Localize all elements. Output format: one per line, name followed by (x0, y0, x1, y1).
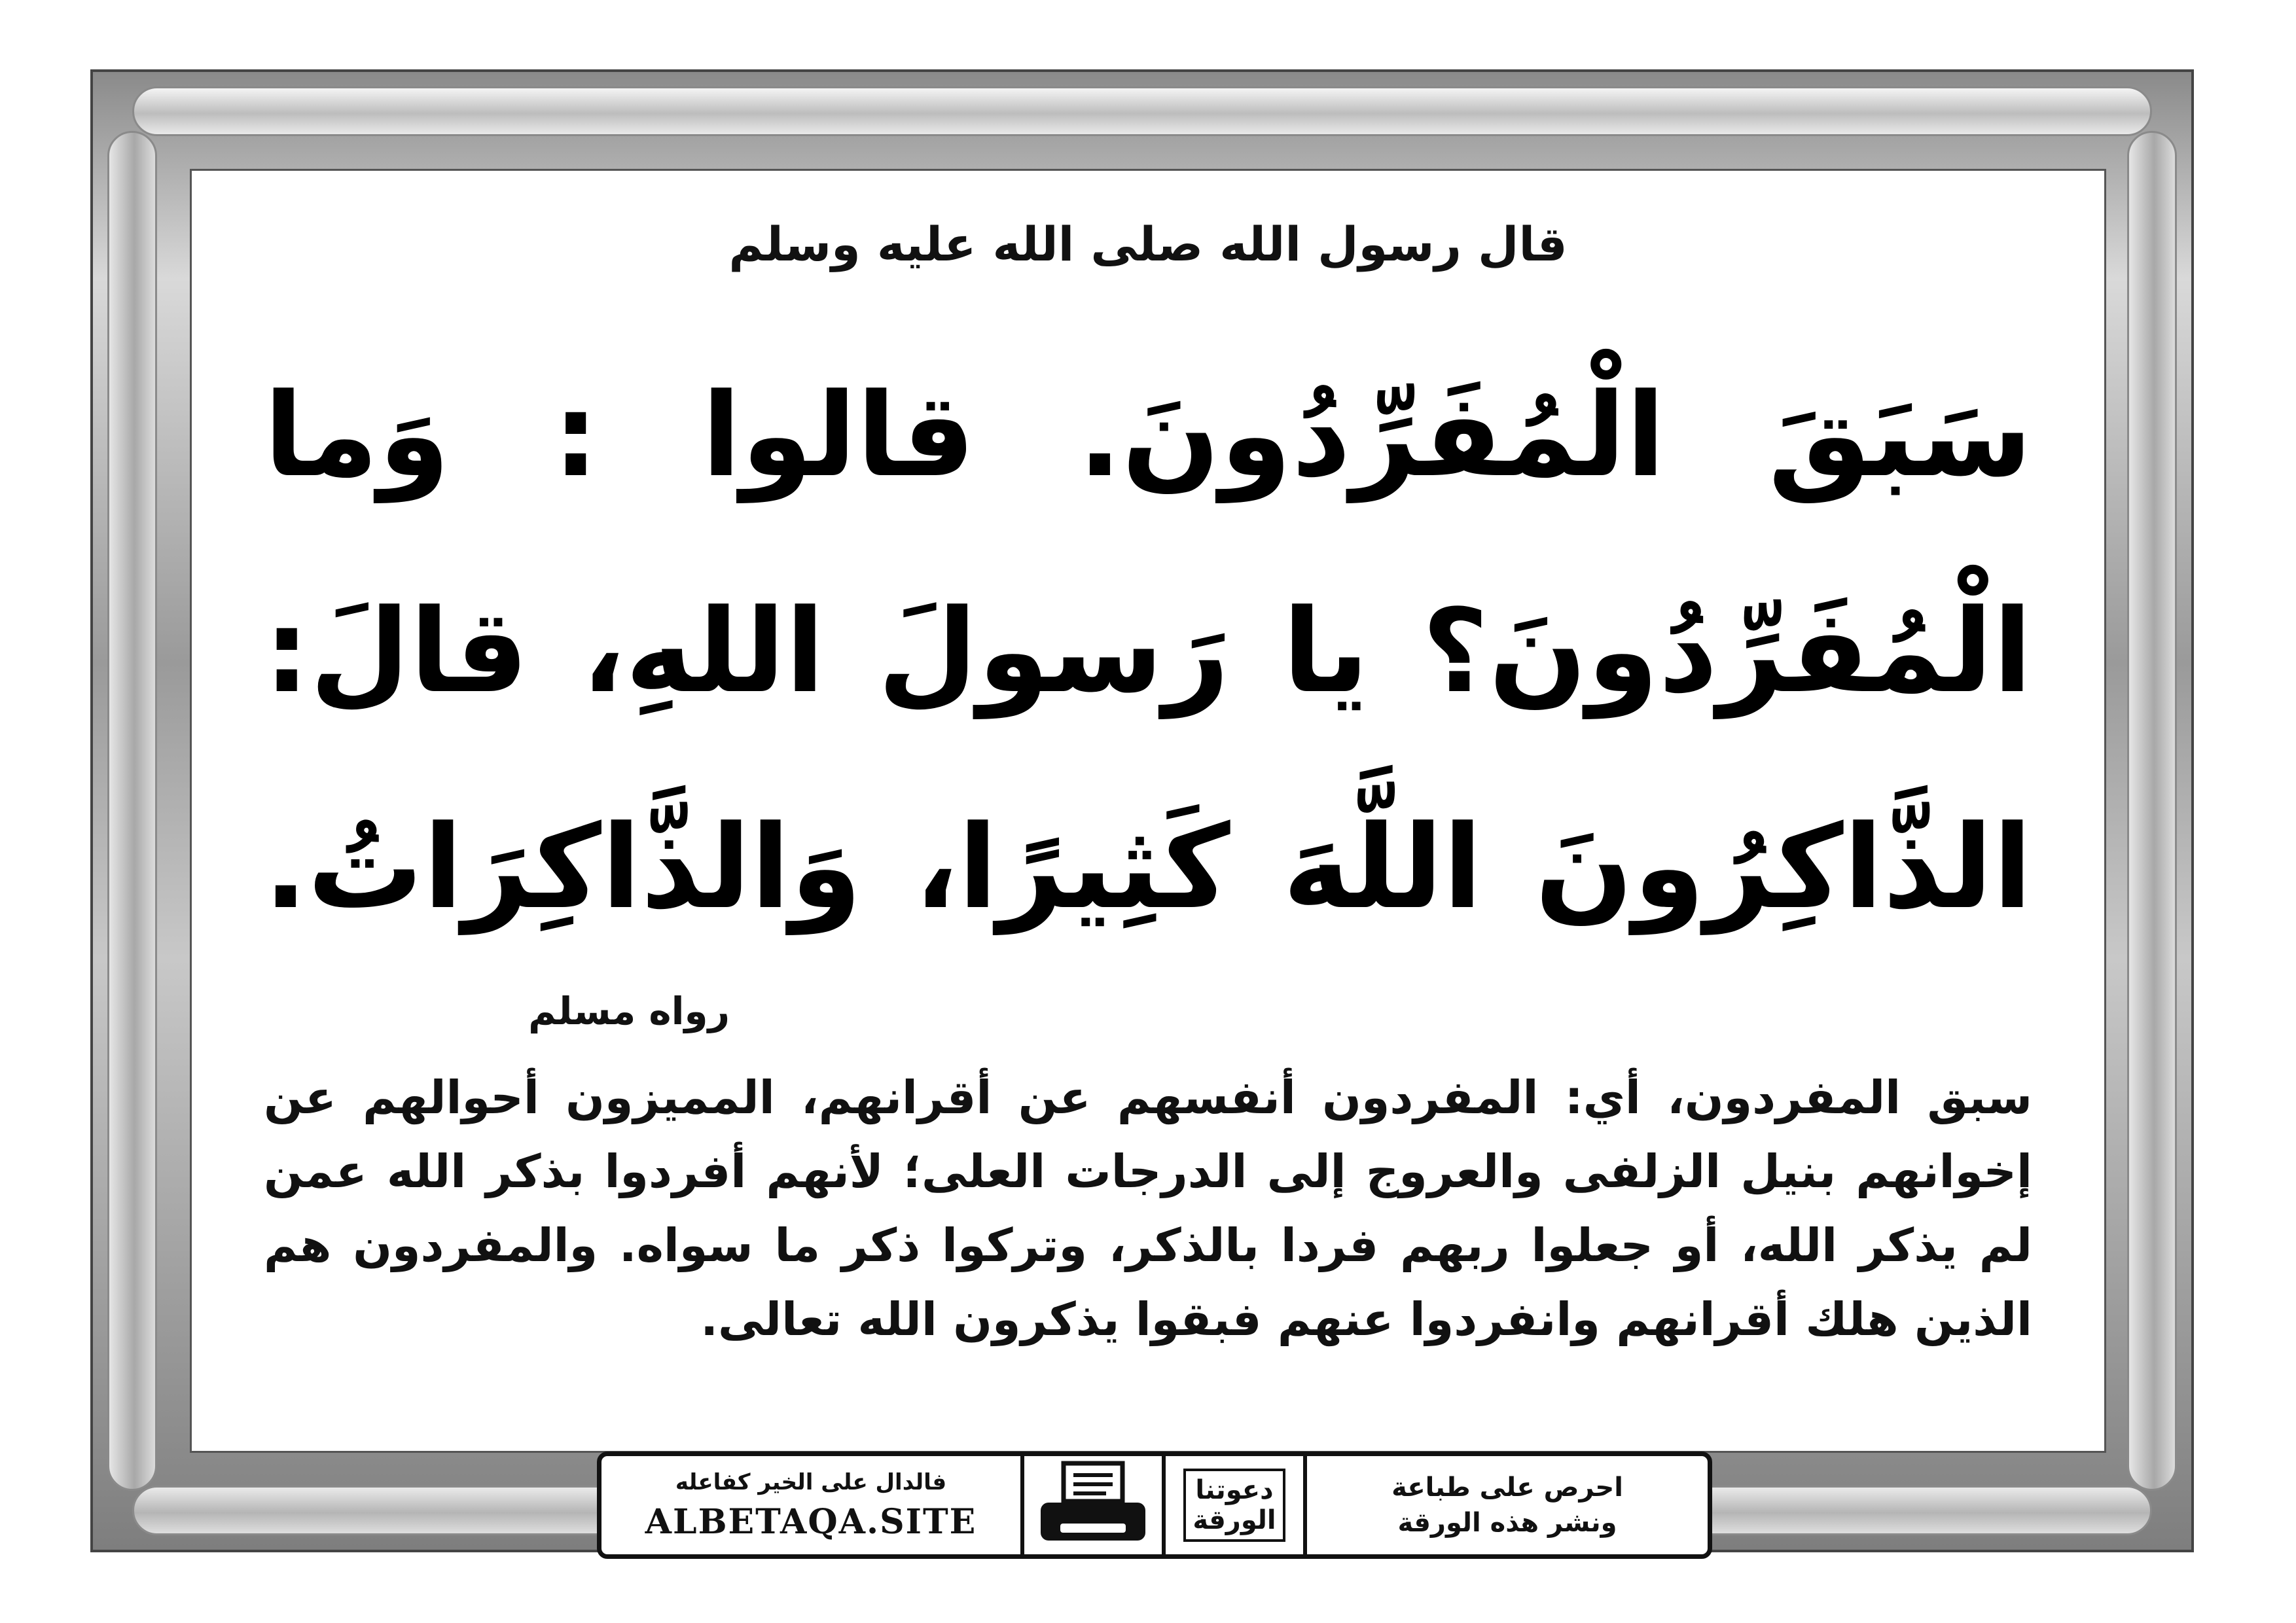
frame-highlight-top (132, 86, 2152, 136)
footer-call-block (1307, 1456, 1708, 1554)
dawatuna-logo (1183, 1469, 1285, 1542)
hadith-line-1: سَبَقَ الْمُفَرِّدُونَ. قالوا : وَما (264, 368, 2032, 503)
hadith-line-2: الْمُفَرِّدُونَ؟ يا رَسولَ اللهِ، قالَ: (264, 584, 2032, 719)
frame-highlight-left (107, 131, 157, 1491)
explanation-paragraph: سبق المفردون، أي: المفردون أنفسهم عن أقرانهم، المميزون أحوالهم عن إخوانهم بنيل الزلفى والعروج إلى الدرجات العلى؛ لأنهم أفردوا بذكر الله عمن لم يذكر الله، أو جعلوا ربهم فردا بالذكر، وتركوا ذكر ما سواه. والمفردون هم الذين هلك أقرانهم وانفردوا عنهم فبقوا يذكرون الله تعالى. (264, 1071, 2032, 1346)
footer-logo-block (1166, 1456, 1307, 1554)
hadith-text (264, 328, 2032, 976)
frame-highlight-right (2127, 131, 2177, 1491)
footer-banner (597, 1452, 1712, 1559)
footer-call-line-1: احرص على طباعة (1391, 1472, 1623, 1503)
hadith-source: رواه مسلم (528, 989, 730, 1033)
logo-line-2: الورقة (1193, 1505, 1276, 1535)
hadith-intro: قال رسول الله صلى الله عليه وسلم (728, 217, 1568, 272)
footer-printer-block (1024, 1456, 1166, 1554)
printer-icon (1034, 1459, 1152, 1551)
content-panel (190, 169, 2106, 1453)
text-area (192, 171, 2104, 1451)
footer-site-link[interactable]: ALBETAQA.SITE (645, 1501, 977, 1542)
footer-site-block (601, 1456, 1024, 1554)
hadith-line-3: الذَّاكِرُونَ اللَّهَ كَثِيرًا، وَالذَّاكِرَاتُ. (264, 800, 2032, 935)
footer-slogan: فالدال على الخير كفاعله (675, 1469, 947, 1495)
footer-call-line-2: ونشر هذه الورقة (1397, 1508, 1617, 1538)
logo-line-1: دعوتنا (1195, 1475, 1274, 1505)
